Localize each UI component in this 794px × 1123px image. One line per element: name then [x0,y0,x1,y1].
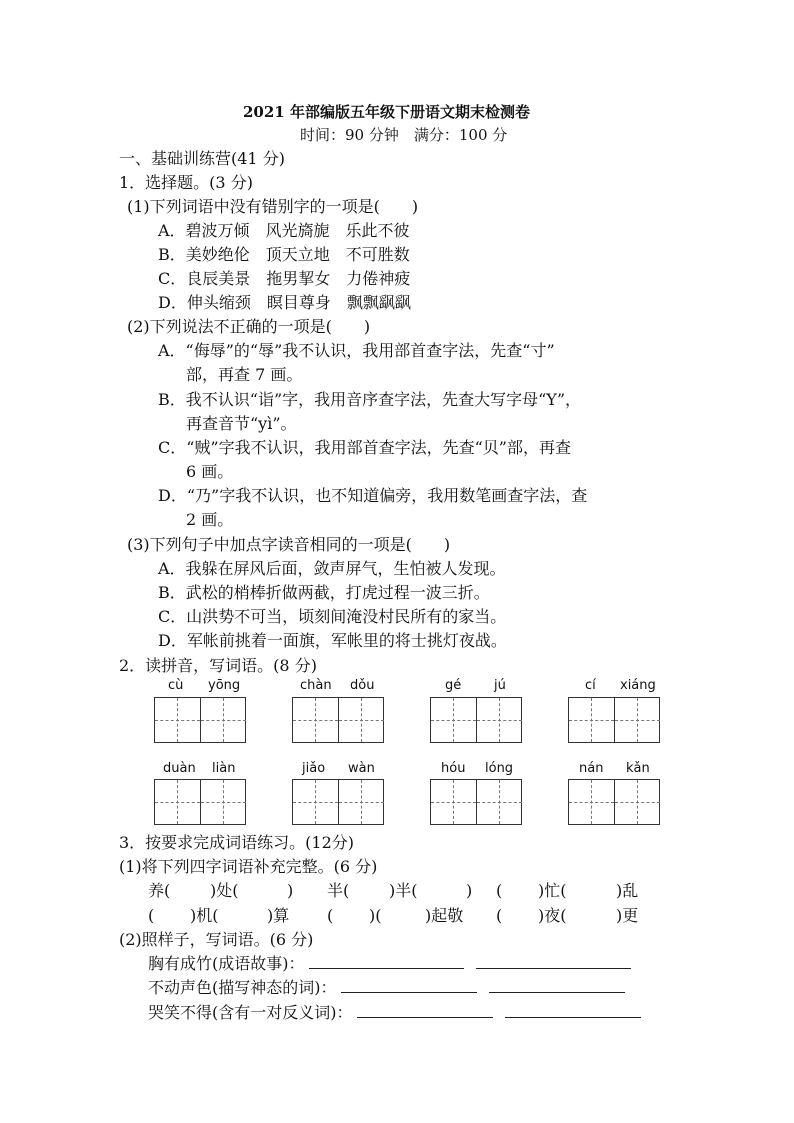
q1-2-option-a-line1: A．“侮辱”的“辱”我不认识，我用部首查字法，先查“寸” [158,341,555,360]
q1-1-option-c: C．良辰美景 拖男挈女 力倦神疲 [158,269,411,288]
writing-box-7[interactable] [430,779,522,825]
q3-2-item-1-label: 胸有成竹(成语故事)： [148,954,305,973]
idiom-fill-5-part3: )起敬 [425,906,464,925]
idiom-fill-2-part1: 半( [327,881,350,900]
writing-box-4[interactable] [568,697,660,743]
idiom-fill-1-part2: )处( [210,881,239,900]
pinyin-5b: liàn [212,761,236,776]
answer-blank[interactable] [476,954,631,969]
q1-2-option-d-line2: 2 画。 [186,510,234,529]
writing-box-5[interactable] [154,779,246,825]
pinyin-4b: xiáng [620,678,656,693]
idiom-fill-3-part1: ( [496,881,503,900]
q1-heading: 1．选择题。(3 分) [119,173,253,192]
writing-box-3[interactable] [430,697,522,743]
q2-heading: 2．读拼音，写词语。(8 分) [119,656,317,675]
writing-box-1[interactable] [154,697,246,743]
pinyin-5a: duàn [163,761,196,776]
q1-2-option-c-line1: C．“贼”字我不认识，我用部首查字法，先查“贝”部，再查 [158,438,571,457]
answer-blank[interactable] [489,978,625,993]
pinyin-3b: jú [494,678,506,693]
exam-subtitle: 时间：90 分钟 满分：100 分 [300,126,508,144]
q3-2-item-3 [148,1002,641,1024]
pinyin-7a: hóu [441,761,466,776]
q1-2-option-b-line2: 再查音节“yì”。 [186,414,297,433]
q3-2-item-2-label: 不动声色(描写神态的词)： [148,978,337,997]
answer-blank[interactable] [505,1003,641,1018]
q3-2-item-1 [148,953,631,975]
q3-2-item-2 [148,977,625,999]
q1-2-option-d-line1: D．“乃”字我不认识，也不知道偏旁，我用数笔画查字法，查 [158,486,588,505]
pinyin-1a: cù [168,678,184,693]
pinyin-6b: wàn [348,761,375,776]
q1-1-option-b: B．美妙绝伦 顶天立地 不可胜数 [158,245,410,264]
q1-1-stem: (1)下列词语中没有错别字的一项是( ) [127,197,419,216]
q1-1-option-d: D．伸头缩颈 瞑目尊身 飘飘飖飖 [158,293,411,312]
q3-2-item-3-label: 哭笑不得(含有一对反义词)： [148,1003,353,1022]
exam-title: 2021 年部编版五年级下册语文期末检测卷 [243,103,530,121]
q1-3-option-a: A．我躲在屏风后面，敛声屏气，生怕被人发现。 [158,559,506,578]
idiom-fill-4-part2: )机( [190,906,219,925]
q3-2-stem: (2)照样子，写词语。(6 分) [119,930,314,949]
q1-2-option-c-line2: 6 画。 [186,462,234,481]
idiom-fill-1-part3: ) [287,881,294,900]
pinyin-1b: yōng [208,678,241,693]
pinyin-8b: kǎn [626,761,650,776]
idiom-fill-3-part2: )忙( [538,881,567,900]
pinyin-3a: gé [445,678,462,693]
q1-3-stem: (3)下列句子中加点字读音相同的一项是( ) [127,535,451,554]
idiom-fill-2-part3: ) [466,881,473,900]
pinyin-6a: jiǎo [302,761,326,776]
idiom-fill-6-part1: ( [496,906,503,925]
idiom-fill-5-part2: )( [369,906,382,925]
pinyin-2a: chàn [300,678,332,693]
q1-2-option-a-line2: 部，再查 7 画。 [186,365,303,384]
answer-blank[interactable] [309,954,464,969]
writing-box-6[interactable] [292,779,384,825]
pinyin-4a: cí [585,678,596,693]
idiom-fill-5-part1: ( [327,906,334,925]
answer-blank[interactable] [357,1003,493,1018]
writing-box-8[interactable] [568,779,660,825]
answer-blank[interactable] [341,978,477,993]
idiom-fill-2-part2: )半( [389,881,418,900]
q1-3-option-b: B．武松的梢棒折做两截，打虎过程一波三折。 [158,583,490,602]
q1-3-option-d: D．军帐前挑着一面旗，军帐里的将士挑灯夜战。 [158,631,507,650]
q1-2-option-b-line1: B．我不认识“诣”字，我用音序查字法，先查大写字母“Y”， [158,390,582,409]
q1-2-stem: (2)下列说法不正确的一项是( ) [127,317,371,336]
q3-heading: 3．按要求完成词语练习。(12分) [119,833,355,852]
pinyin-7b: lóng [485,761,514,776]
idiom-fill-1-part1: 养( [148,881,171,900]
pinyin-2b: dǒu [350,678,375,693]
idiom-fill-4-part3: )算 [267,906,290,925]
q1-3-option-c: C．山洪势不可当，顷刻间淹没村民所有的家当。 [158,607,507,626]
idiom-fill-3-part3: )乱 [616,881,639,900]
section-heading: 一、基础训练营(41 分) [119,149,285,168]
idiom-fill-6-part2: )夜( [538,906,567,925]
q1-1-option-a: A．碧波万倾 风光旖旎 乐此不彼 [158,221,410,240]
writing-box-2[interactable] [292,697,384,743]
pinyin-8a: nán [579,761,604,776]
q3-1-stem: (1)将下列四字词语补充完整。(6 分) [119,857,378,876]
idiom-fill-6-part3: )更 [616,906,639,925]
idiom-fill-4-part1: ( [148,906,155,925]
